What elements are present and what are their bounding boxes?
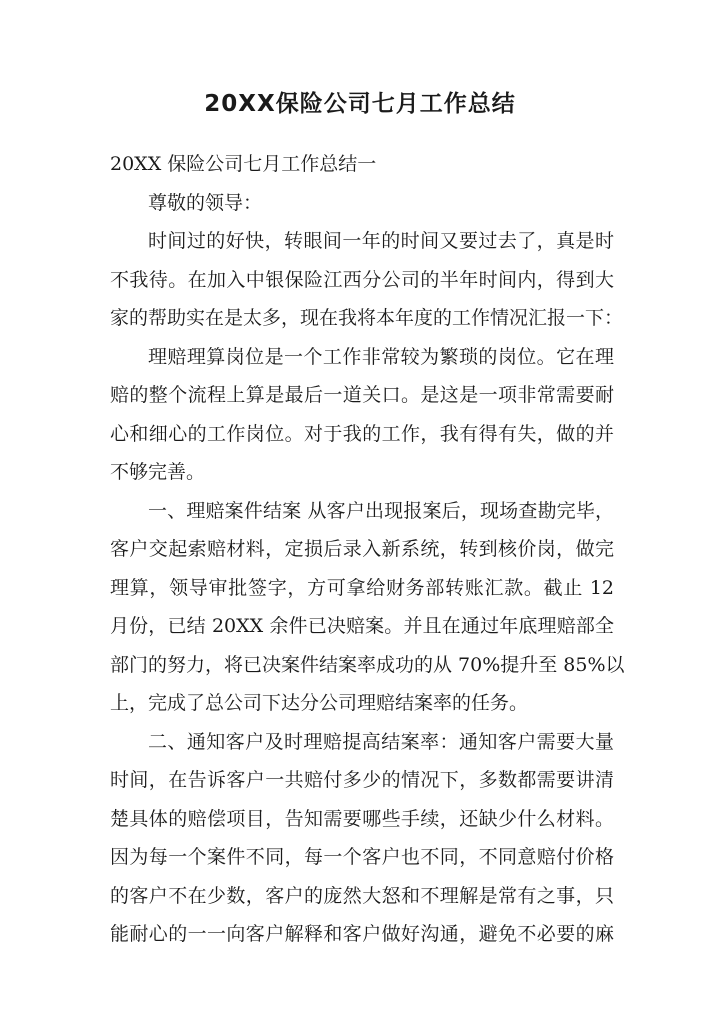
paragraph-line: 能耐心的一一向客户解释和客户做好沟通，避免不必要的麻 (110, 923, 614, 945)
paragraph-line: 理赔理算岗位是一个工作非常较为繁琐的岗位。它在理 (148, 345, 614, 368)
paragraph-line: 不够完善。 (110, 461, 206, 483)
paragraph-line: 赔的整个流程上算是最后一道关口。是这是一项非常需要耐 (110, 384, 614, 406)
paragraph-notify-customers (110, 723, 614, 954)
paragraph-line: 理算，领导审批签字，方可拿给财务部转账汇款。截止 12 (110, 576, 614, 599)
paragraph-line: 因为每一个案件不同，每一个客户也不同，不同意赔付价格 (110, 846, 614, 868)
paragraph-role (110, 338, 614, 492)
paragraph-line: 心和细心的工作岗位。对于我的工作，我有得有失，做的并 (110, 422, 614, 445)
document-body (110, 145, 625, 954)
paragraph-line: 的客户不在少数，客户的庞然大怒和不理解是常有之事，只 (110, 884, 614, 907)
salutation (110, 184, 614, 223)
paragraph-line: 月份，已结 20XX 余件已决赔案。并且在通过年底理赔部全 (110, 615, 614, 637)
document-title: 20XX保险公司七月工作总结 (204, 91, 516, 117)
paragraph-line: 部门的努力，将已决案件结案率成功的从 70%提升至 85%以 (110, 653, 625, 676)
paragraph-line: 不我待。在加入中银保险江西分公司的半年时间内，得到大 (110, 268, 614, 291)
paragraph-line: 一、理赔案件结案 从客户出现报案后，现场查勘完毕， (148, 499, 614, 522)
document-subtitle (110, 145, 614, 184)
paragraph-claims-closing (110, 492, 625, 723)
paragraph-line: 家的帮助实在是太多，现在我将本年度的工作情况汇报一下： (110, 307, 624, 329)
paragraph-line: 楚具体的赔偿项目，告知需要哪些手续，还缺少什么材料。 (110, 807, 614, 830)
salutation-line: 尊敬的领导： (148, 191, 263, 214)
paragraph-line: 时间过的好快，转眼间一年的时间又要过去了，真是时 (148, 230, 614, 252)
paragraph-line: 时间，在告诉客户一共赔付多少的情况下，多数都需要讲清 (110, 769, 614, 791)
paragraph-intro (110, 222, 624, 338)
paragraph-line: 上，完成了总公司下达分公司理赔结案率的任务。 (110, 692, 529, 714)
subtitle-line: 20XX 保险公司七月工作总结一 (110, 153, 377, 175)
paragraph-line: 客户交起索赔材料，定损后录入新系统，转到核价岗，做完 (110, 538, 614, 560)
paragraph-line: 二、通知客户及时理赔提高结案率：通知客户需要大量 (148, 730, 614, 753)
